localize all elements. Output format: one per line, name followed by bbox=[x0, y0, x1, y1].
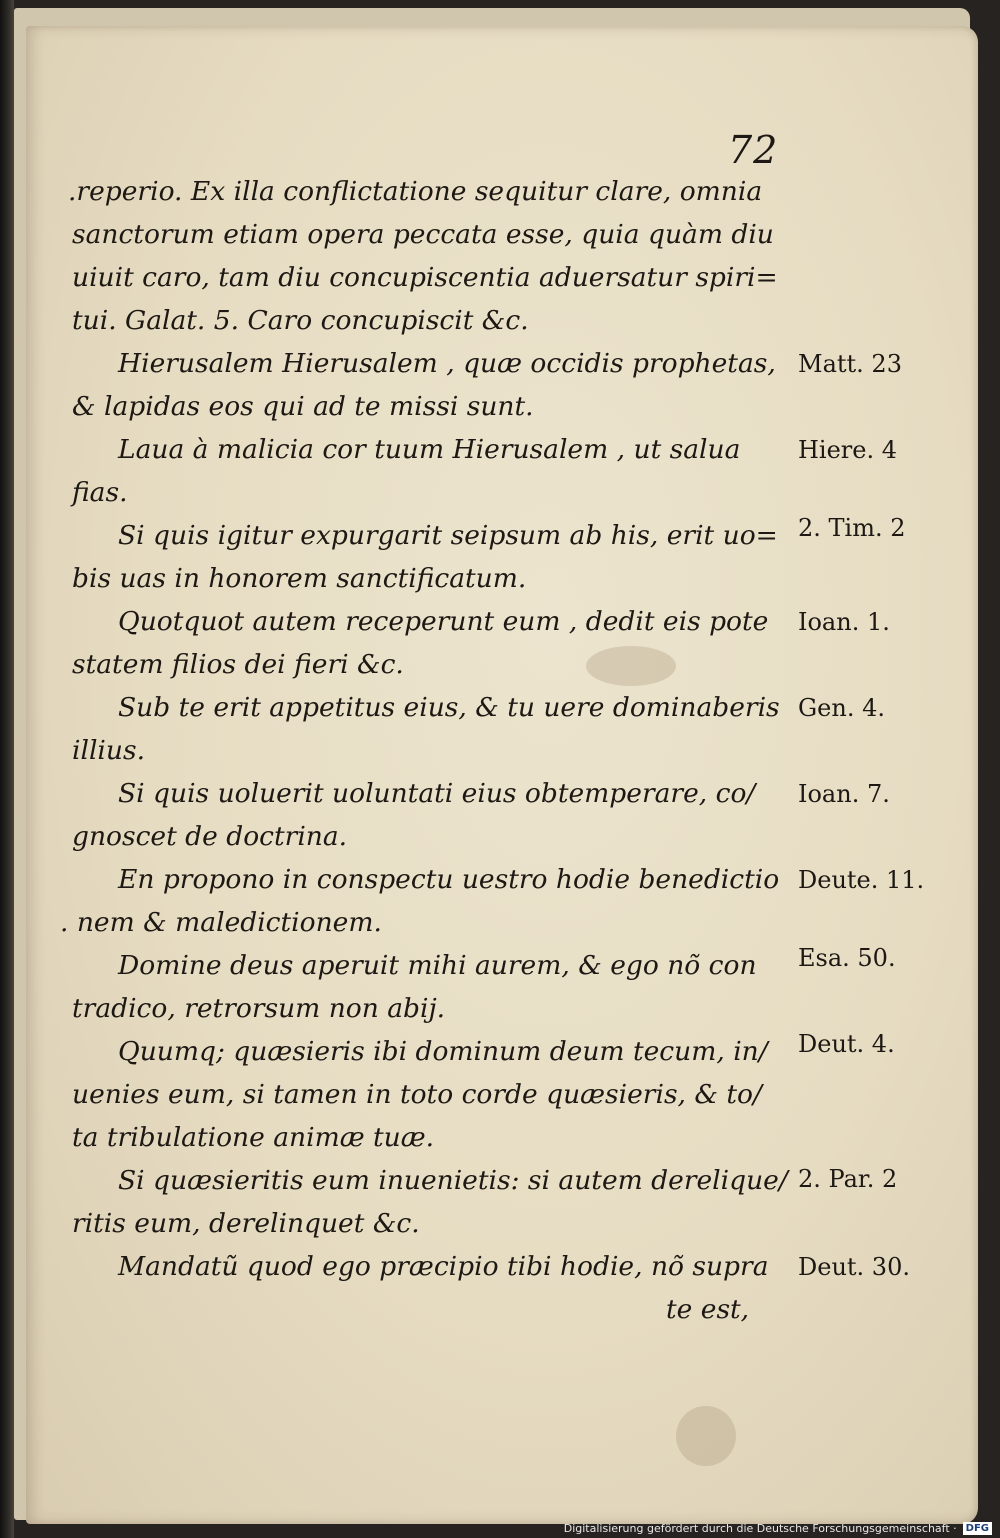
text-line: & lapidas eos qui ad te missi sunt. bbox=[72, 391, 534, 422]
margin-reference: Esa. 50. bbox=[798, 944, 896, 972]
text-line: uiuit caro, tam diu concupiscentia aduersatur spiri= bbox=[72, 262, 778, 293]
text-line: te est, bbox=[666, 1294, 750, 1325]
digitization-footer bbox=[564, 1522, 992, 1535]
margin-reference: Matt. 23 bbox=[798, 350, 902, 378]
margin-reference: 2. Tim. 2 bbox=[798, 514, 906, 542]
margin-reference: 2. Par. 2 bbox=[798, 1165, 898, 1193]
book-spine-edge bbox=[0, 0, 14, 1538]
text-line: tradico, retrorsum non abij. bbox=[72, 993, 446, 1024]
margin-reference: Ioan. 7. bbox=[798, 780, 890, 808]
paper-stain bbox=[586, 646, 676, 686]
text-line: Quotquot autem receperunt eum , dedit eis pote bbox=[118, 606, 769, 637]
book-page bbox=[26, 26, 978, 1524]
text-line: Laua à malicia cor tuum Hierusalem , ut salua bbox=[118, 434, 741, 465]
text-line: En propono in conspectu uestro hodie benedictio bbox=[118, 864, 780, 895]
margin-reference: Gen. 4. bbox=[798, 694, 885, 722]
text-line: . nem & maledictionem. bbox=[60, 907, 382, 938]
text-line: illius. bbox=[72, 735, 145, 766]
paper-stain bbox=[676, 1406, 736, 1466]
text-line: Mandatũ quod ego præcipio tibi hodie, nõ supra bbox=[118, 1251, 769, 1282]
text-line: Sub te erit appetitus eius, & tu uere dominaberis bbox=[118, 692, 780, 723]
text-line: tui. Galat. 5. Caro concupiscit &c. bbox=[72, 305, 529, 336]
text-line: .reperio. Ex illa conflictatione sequitur clare, omnia bbox=[68, 176, 763, 207]
margin-reference: Ioan. 1. bbox=[798, 608, 890, 636]
text-line: statem filios dei fieri &c. bbox=[72, 649, 404, 680]
folio-number: 72 bbox=[728, 128, 779, 172]
margin-reference: Deut. 30. bbox=[798, 1253, 910, 1281]
text-line: Si quis igitur expurgarit seipsum ab his, erit uo= bbox=[118, 520, 778, 551]
text-line: Hierusalem Hierusalem , quæ occidis prophetas, bbox=[118, 348, 776, 379]
text-line: ritis eum, derelinquet &c. bbox=[72, 1208, 420, 1239]
text-line: fias. bbox=[72, 477, 128, 508]
text-line: Quumq; quæsieris ibi dominum deum tecum, in/ bbox=[118, 1036, 768, 1067]
funding-notice: Digitalisierung gefördert durch die Deutsche Forschungsgemeinschaft · bbox=[563, 1522, 957, 1535]
text-line: uenies eum, si tamen in toto corde quæsieris, & to/ bbox=[72, 1079, 762, 1110]
margin-reference: Deute. 11. bbox=[798, 866, 925, 894]
text-line: gnoscet de doctrina. bbox=[72, 821, 348, 852]
text-line: sanctorum etiam opera peccata esse, quia quàm diu bbox=[72, 219, 774, 250]
text-line: bis uas in honorem sanctificatum. bbox=[72, 563, 527, 594]
dfg-logo: DFG bbox=[963, 1522, 992, 1535]
text-line: ta tribulatione animæ tuæ. bbox=[72, 1122, 435, 1153]
margin-reference: Deut. 4. bbox=[798, 1030, 895, 1058]
text-line: Si quæsieritis eum inuenietis: si autem derelique/ bbox=[118, 1165, 788, 1196]
margin-reference: Hiere. 4 bbox=[798, 436, 898, 464]
page-stack bbox=[14, 8, 970, 1520]
text-line: Domine deus aperuit mihi aurem, & ego nõ con bbox=[118, 950, 757, 981]
text-line: Si quis uoluerit uoluntati eius obtemperare, co/ bbox=[118, 778, 756, 809]
